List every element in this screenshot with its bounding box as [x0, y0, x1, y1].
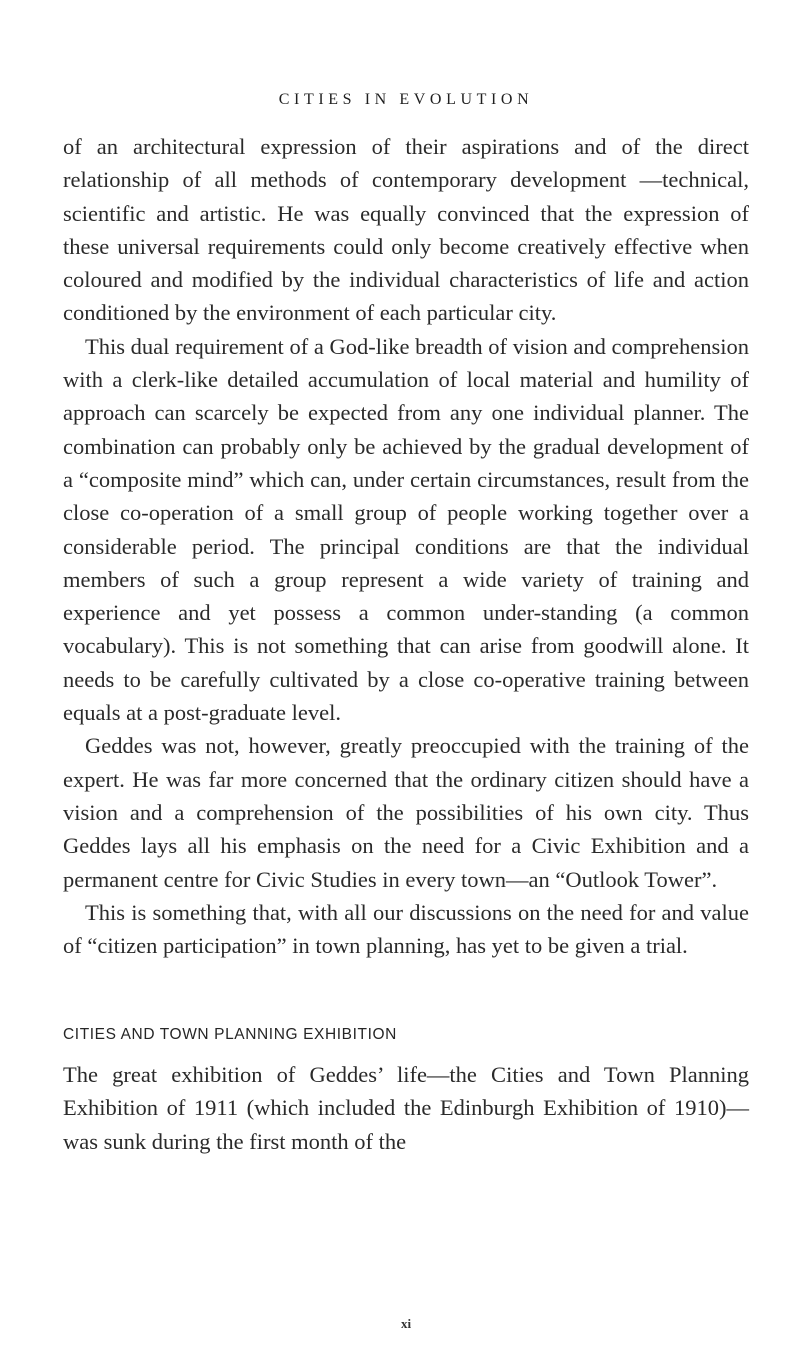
paragraph-2: This dual requirement of a God-like breadth of vision and comprehension with a clerk-like detailed accumulation of local material and humility of approach can scarcely be expected from any one individual planner. The combination can probably only be achieved by the gradual development of a “composite mind” which can, under certain circumstances, result from the close co-operation of a small group of people working together over a considerable period. The principal conditions are that the individual members of such a group represent a wide variety of training and experience and yet possess a common under-standing (a common vocabulary). This is not something that can arise from goodwill alone. It needs to be carefully cultivated by a close co-operative training between equals at a post-graduate level.: [63, 333, 749, 726]
paragraph-1: of an architectural expression of their aspirations and of the direct relationship of all methods of contemporary development —technical, scientific and artistic. He was equally convinced that the expression of these universal requirements could only become creatively effective when coloured and modified by the individual characteristics of life and action conditioned by the environment of each particular city.: [63, 134, 749, 326]
section-heading: CITIES AND TOWN PLANNING EXHIBITION: [63, 1026, 397, 1043]
body-text: [63, 130, 749, 962]
running-head: CITIES IN EVOLUTION: [278, 91, 534, 108]
section-text: [63, 1058, 749, 1158]
paragraph-3: Geddes was not, however, greatly preoccupied with the training of the expert. He was far more concerned that the ordinary citizen should have a vision and a comprehension of the possibilities of his own city. Thus Geddes lays all his emphasis on the need for a Civic Exhibition and a permanent centre for Civic Studies in every town—an “Outlook Tower”.: [63, 733, 749, 892]
page-number: xi: [400, 1316, 412, 1331]
paragraph-4: This is something that, with all our discussions on the need for and value of “citizen participation” in town planning, has yet to be given a trial.: [63, 899, 749, 959]
section-paragraph: The great exhibition of Geddes’ life—the Cities and Town Planning Exhibition of 1911 (which included the Edinburgh Exhibition of 1910)—was sunk during the first month of the: [63, 1062, 749, 1154]
